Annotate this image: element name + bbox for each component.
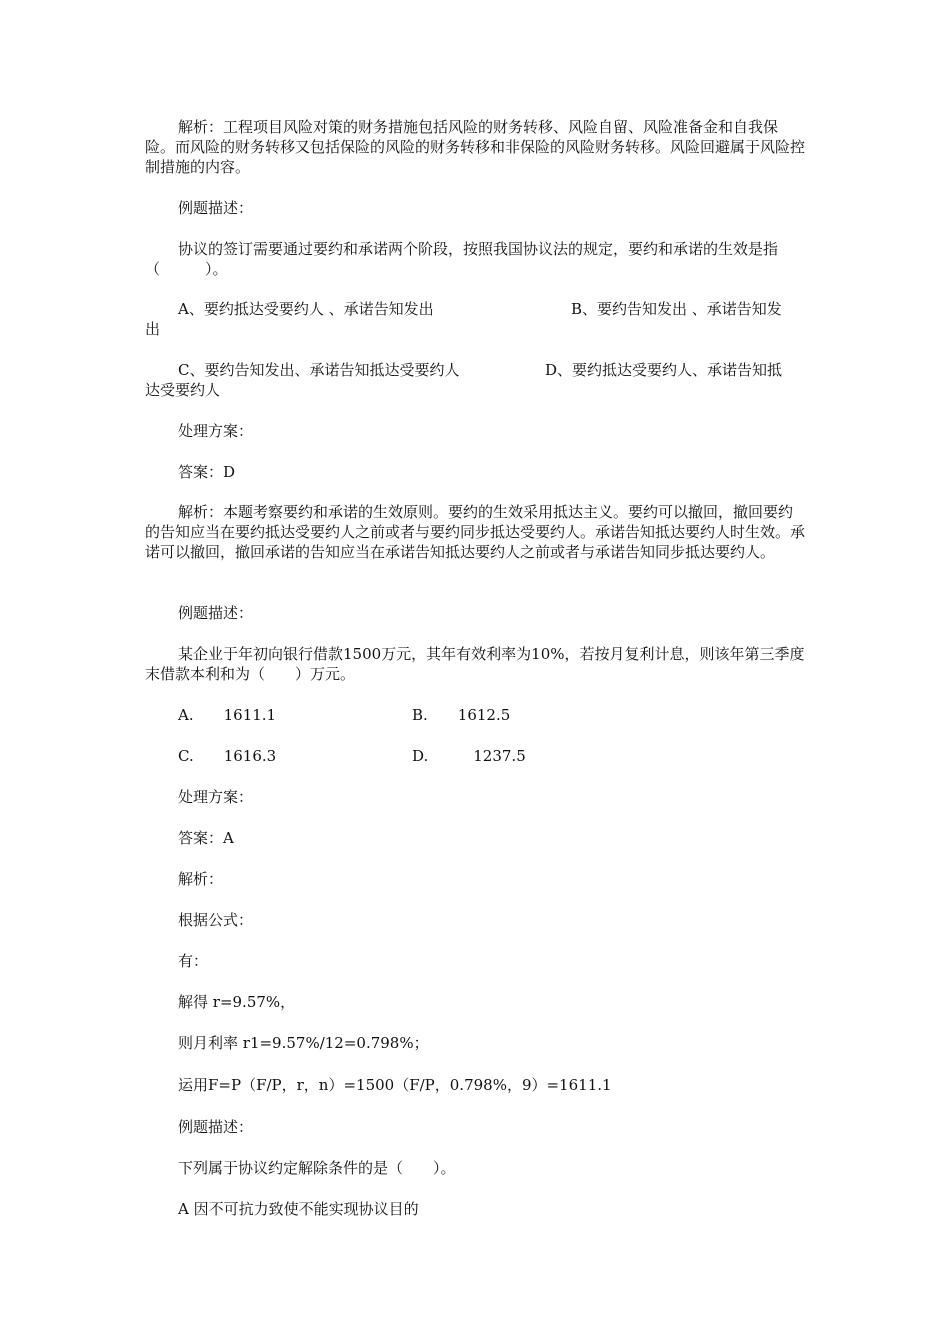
question-2-option-a: A. 1611.1 — [178, 706, 277, 724]
question-2-option-c: C. 1616.3 — [178, 747, 277, 765]
question-1: 协议的签订需要通过要约和承诺两个阶段，按照我国协议法的规定，要约和承诺的生效是指（ ）。 — [145, 240, 779, 278]
example-heading-3: 例题描述： — [178, 1118, 254, 1136]
answer-2: 答案：A — [178, 829, 234, 847]
solve-r-line: 解得 r=9.57%， — [178, 993, 296, 1011]
answer-1: 答案：D — [178, 463, 236, 481]
question-1-option-b-wrap: 出 — [145, 320, 161, 338]
example-heading-2: 例题描述： — [178, 604, 254, 622]
formula-line: 根据公式： — [178, 911, 254, 929]
monthly-rate-line: 则月利率 r1=9.57%/12=0.798%； — [178, 1034, 429, 1052]
question-2-option-b: B. 1612.5 — [412, 706, 511, 724]
question-1-option-d-wrap: 达受要约人 — [145, 381, 221, 399]
question-2: 某企业于年初向银行借款1500万元，其年有效利率为10%，若按月复利计息，则该年第三季度末借款本利和为（ ）万元。 — [145, 645, 805, 683]
have-line: 有： — [178, 952, 209, 970]
question-1-option-c: C、要约告知发出、承诺告知抵达受要约人 — [178, 361, 460, 379]
question-3: 下列属于协议约定解除条件的是（ ）。 — [178, 1159, 456, 1177]
solution-heading-2: 处理方案： — [178, 788, 254, 806]
apply-formula-line: 运用F=P（F/P，r，n）=1500（F/P，0.798%，9）=1611.1 — [178, 1076, 612, 1094]
question-3-option-a: A 因不可抗力致使不能实现协议目的 — [178, 1200, 419, 1218]
analysis-heading-2: 解析： — [178, 870, 224, 888]
analysis-paragraph-1: 解析：工程项目风险对策的财务措施包括风险的财务转移、风险自留、风险准备金和自我保险。而风险的财务转移又包括保险的风险的财务转移和非保险的风险财务转移。风险回避属于风险控制措施的内容。 — [145, 118, 806, 176]
question-2-option-d: D. 1237.5 — [412, 747, 526, 765]
example-heading-1: 例题描述： — [178, 199, 254, 217]
solution-heading-1: 处理方案： — [178, 422, 254, 440]
analysis-paragraph-2: 解析：本题考察要约和承诺的生效原则。要约的生效采用抵达主义。要约可以撤回，撤回要约的告知应当在要约抵达受要约人之前或者与要约同步抵达受要约人。承诺告知抵达要约人时生效。承诺可以撤回，撤回承诺的告知应当在承诺告知抵达要约人之前或者与承诺告知同步抵达要约人。 — [145, 503, 806, 561]
question-1-option-a: A、要约抵达受要约人 、承诺告知发出 — [178, 300, 434, 318]
question-1-option-d: D、要约抵达受要约人、承诺告知抵 — [545, 361, 783, 379]
question-1-option-b: B、要约告知发出 、承诺告知发 — [571, 300, 782, 318]
